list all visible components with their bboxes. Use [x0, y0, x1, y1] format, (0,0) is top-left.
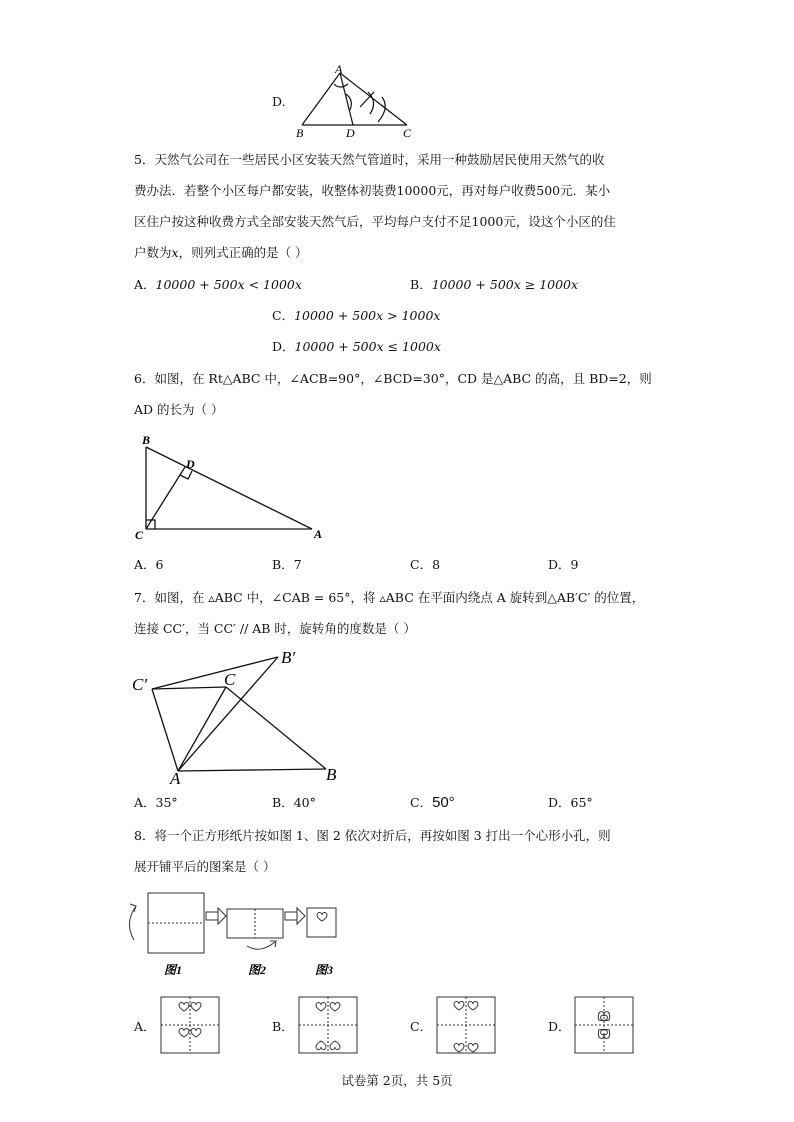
q8-fig3-heart-icon: [317, 913, 327, 922]
heart-icon: [600, 1026, 613, 1039]
q6-side-ba: [146, 447, 312, 529]
q5-option-b[interactable]: [410, 279, 578, 292]
q7-seg-cprime-c: [152, 687, 226, 689]
q7-seg-cprime-a: [152, 689, 178, 771]
q8-line-1: 8．将一个正方形纸片按如图 1、图 2 依次对折后，再按如图 3 打出一个心形小孔，则: [134, 828, 611, 843]
q4-segment-ad: [340, 73, 353, 125]
q7-label-b-prime: B′: [281, 648, 296, 667]
q8-option-d-label[interactable]: D．: [548, 1019, 571, 1034]
q5-option-d-label: D．: [272, 339, 295, 354]
q6-label-b: B: [142, 433, 151, 447]
q6-option-c-label: C．: [410, 557, 433, 572]
q4-angle-arc: [334, 84, 348, 87]
q6-label-a: A: [314, 527, 323, 541]
q6-option-b-value: 7: [293, 557, 302, 572]
q8-arrow2-head: [297, 908, 305, 924]
q8-option-c-pattern[interactable]: [436, 996, 498, 1056]
q5-option-c[interactable]: [272, 310, 440, 323]
q6-option-c-value: 8: [432, 557, 441, 572]
q7-option-c-label: C．: [410, 795, 433, 810]
q8-option-b-label[interactable]: B．: [272, 1019, 294, 1034]
q8-folding-figures: [120, 888, 350, 983]
q7-option-a-value: 35°: [155, 795, 178, 810]
q7-label-c-prime: C′: [132, 675, 148, 694]
q4-label-a: A: [335, 62, 343, 76]
q8-option-c-label[interactable]: C．: [410, 1019, 433, 1034]
q6-option-d-value: 9: [570, 557, 579, 572]
q7-option-d[interactable]: [548, 797, 593, 810]
q5-option-c-label: C．: [272, 308, 295, 323]
heart-icon: [316, 1003, 326, 1012]
q4-label-d: D: [346, 126, 355, 140]
q8-option-b-pattern[interactable]: [298, 996, 360, 1056]
q8-option-a-pattern[interactable]: [160, 996, 222, 1056]
q7-label-b: B: [326, 765, 337, 784]
q7-seg-a-b: [178, 769, 326, 771]
q5-option-d-expr: 10000 + 500x ≤ 1000x: [294, 339, 441, 354]
q6-option-b-label: B．: [272, 557, 294, 572]
q7-option-c-value: 50°: [432, 794, 455, 811]
q6-line-2: AD 的长为（ ）: [134, 402, 224, 417]
q6-option-b[interactable]: [272, 559, 302, 572]
q6-option-a-value: 6: [155, 557, 164, 572]
q7-line-1: 7．如图，在 ▵ABC 中，∠CAB = 65°，将 ▵ABC 在平面内绕点 A 旋转到△AB′C′ 的位置，: [134, 590, 645, 605]
q8-caption-2: 图2: [248, 963, 267, 977]
q5-option-a[interactable]: [134, 279, 302, 292]
q6-triangle-figure: [134, 430, 334, 545]
q6-option-d[interactable]: [548, 559, 578, 572]
q4-label-b: B: [296, 126, 304, 140]
q6-label-c: C: [135, 528, 144, 542]
q4-side-ab: [302, 73, 340, 125]
heart-icon: [595, 1026, 608, 1039]
heart-icon: [454, 1044, 464, 1053]
heart-icon: [595, 1011, 608, 1024]
q8-fig3-square: [307, 908, 336, 937]
q7-seg-c-b: [226, 687, 326, 769]
q8-fig1-fold-arrow: [129, 906, 136, 940]
q5-var-x: x: [171, 245, 179, 260]
q7-option-b-value: 40°: [293, 795, 316, 810]
q5-line-2: 费办法．若整个小区每户都安装，收整体初装费10000元，再对每户收费500元．某小: [134, 183, 611, 198]
q7-option-a-label: A．: [134, 795, 156, 810]
q5-option-d[interactable]: [272, 341, 441, 354]
q5-option-c-expr: 10000 + 500x > 1000x: [294, 308, 441, 323]
q8-arrow1-shaft: [206, 912, 218, 920]
q7-option-c[interactable]: [410, 795, 455, 810]
q6-option-d-label: D．: [548, 557, 571, 572]
heart-icon: [454, 1002, 464, 1011]
q4-label-c: C: [403, 126, 412, 140]
q7-label-a: A: [170, 769, 181, 785]
q5-line-4: [134, 247, 308, 260]
q8-arrow1-head: [218, 908, 226, 924]
q7-option-b-label: B．: [272, 795, 294, 810]
q7-seg-cprime-bprime: [152, 657, 278, 689]
q4-option-d-label: D.: [272, 94, 286, 109]
q7-seg-c-a: [178, 687, 226, 771]
q7-option-a[interactable]: [134, 797, 178, 810]
q6-option-a-label: A．: [134, 557, 156, 572]
heart-icon: [179, 1029, 189, 1038]
heart-icon: [191, 1029, 201, 1038]
q8-fig2-fold-arrow: [247, 942, 275, 949]
heart-icon: [468, 1002, 478, 1011]
q6-line-1: 6．如图，在 Rt△ABC 中，∠ACB=90°，∠BCD=30°，CD 是△ABC 的高，且 BD=2，则: [134, 371, 652, 386]
q8-caption-1: 图1: [164, 963, 183, 977]
q7-option-b[interactable]: [272, 797, 316, 810]
q8-caption-3: 图3: [315, 963, 334, 977]
q7-option-d-label: D．: [548, 795, 571, 810]
q5-option-b-label: B．: [410, 277, 432, 292]
q8-line-2: 展开铺平后的图案是（ ）: [134, 859, 276, 874]
heart-icon: [191, 1003, 201, 1012]
page-footer: 试卷第 2页，共 5页: [341, 1073, 453, 1088]
q4-arc-3: [378, 97, 385, 122]
q4-triangle-figure: [290, 62, 425, 142]
q7-label-c: C: [224, 670, 236, 689]
q6-label-d: D: [186, 457, 195, 471]
q7-rotation-figure: [130, 645, 345, 785]
heart-icon: [468, 1044, 478, 1053]
heart-icon: [316, 1041, 326, 1050]
q5-line-4-pre: 户数为: [134, 245, 172, 260]
q8-option-a-label[interactable]: A．: [134, 1019, 156, 1034]
q6-option-c[interactable]: [410, 559, 440, 572]
q8-arrow2-shaft: [285, 912, 297, 920]
q8-option-d-pattern[interactable]: [574, 996, 636, 1056]
q5-line-4-post: ，则列式正确的是（ ）: [178, 245, 308, 260]
heart-icon: [600, 1011, 613, 1024]
q7-line-2: 连接 CC′，当 CC′ // AB 时，旋转角的度数是（ ）: [134, 621, 416, 636]
q5-line-3: 区住户按这种收费方式全部安装天然气后，平均每户支付不足1000元，设这个小区的住: [134, 214, 616, 229]
q5-option-a-expr: 10000 + 500x < 1000x: [155, 277, 302, 292]
q5-line-1: 5．天然气公司在一些居民小区安装天然气管道时，采用一种鼓励居民使用天然气的收: [134, 152, 605, 167]
q5-option-b-expr: 10000 + 500x ≥ 1000x: [431, 277, 579, 292]
heart-icon: [330, 1003, 340, 1012]
q5-option-a-label: A．: [134, 277, 156, 292]
q6-option-a[interactable]: [134, 559, 163, 572]
q7-option-d-value: 65°: [570, 795, 593, 810]
heart-icon: [330, 1041, 340, 1050]
heart-icon: [179, 1003, 189, 1012]
